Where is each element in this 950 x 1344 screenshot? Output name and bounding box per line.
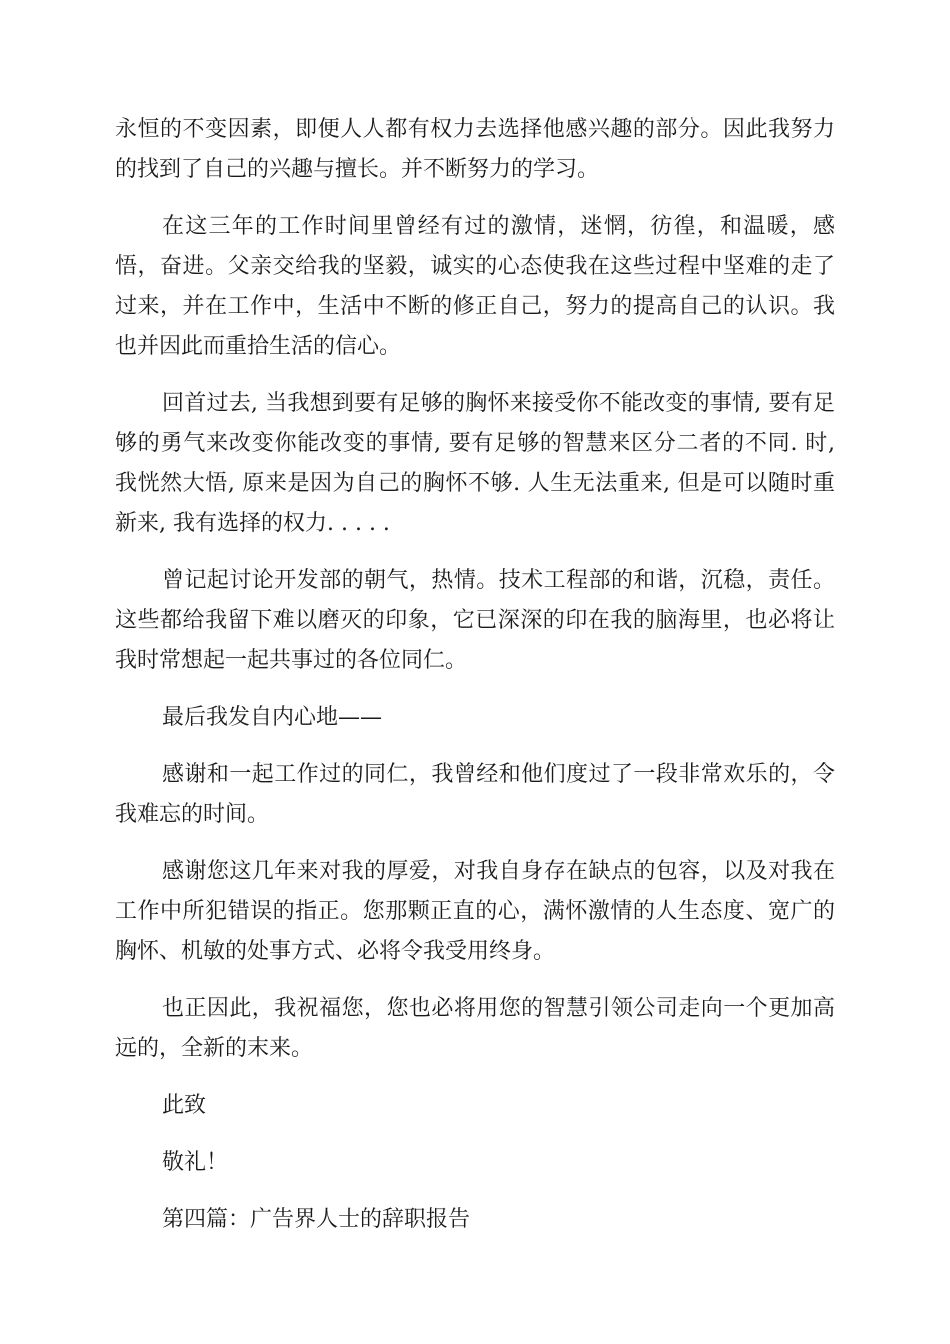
paragraph-blessing: 也正因此，我祝福您，您也必将用您的智慧引领公司走向一个更加高远的，全新的末来。 (115, 996, 835, 1061)
paragraph-finally: 最后我发自内心地—— (162, 705, 383, 730)
paragraph-thanks-leader: 感谢您这几年来对我的厚爱，对我自身存在缺点的包容，以及对我在工作中所犯错误的指正。您那颗正直的心，满怀激情的人生态度、宽广的胸怀、机敏的处事方式、必将令我受用终身。 (115, 859, 835, 964)
paragraph-work-experience: 在这三年的工作时间里曾经有过的激情，迷惘，彷徨，和温暖，感悟，奋进。父亲交给我的坚毅，诚实的心态使我在这些过程中坚难的走了过来，并在工作中，生活中不断的修正自己，努力的提高自己的认识。我也并因此而重拾生活的信心。 (115, 214, 835, 359)
document-body (115, 110, 835, 1257)
section-heading: 第四篇：广告界人士的辞职报告 (162, 1207, 471, 1232)
closing-salutation: 此致 (162, 1093, 207, 1118)
paragraph-looking-back: 回首过去, 当我想到要有足够的胸怀来接受你不能改变的事情, 要有足够的勇气来改变你能改变的事情, 要有足够的智慧来区分二者的不同. 时, 我恍然大悟, 原来是因为自己的胸怀不够. 人生无法重来, 但是可以随时重新来, 我有选择的权力. . . . . (115, 391, 835, 536)
paragraph-colleagues-memory: 曾记起讨论开发部的朝气，热情。技术工程部的和谐，沉稳，责任。这些都给我留下难以磨灭的印象，它已深深的印在我的脑海里，也必将让我时常想起一起共事过的各位同仁。 (115, 568, 835, 673)
paragraph-continuation: 永恒的不变因素，即便人人都有权力去选择他感兴趣的部分。因此我努力的找到了自己的兴趣与擅长。并不断努力的学习。 (115, 117, 835, 182)
paragraph-thanks-colleagues: 感谢和一起工作过的同仁，我曾经和他们度过了一段非常欢乐的，令我难忘的时间。 (115, 762, 835, 827)
closing-regards: 敬礼！ (162, 1150, 229, 1175)
